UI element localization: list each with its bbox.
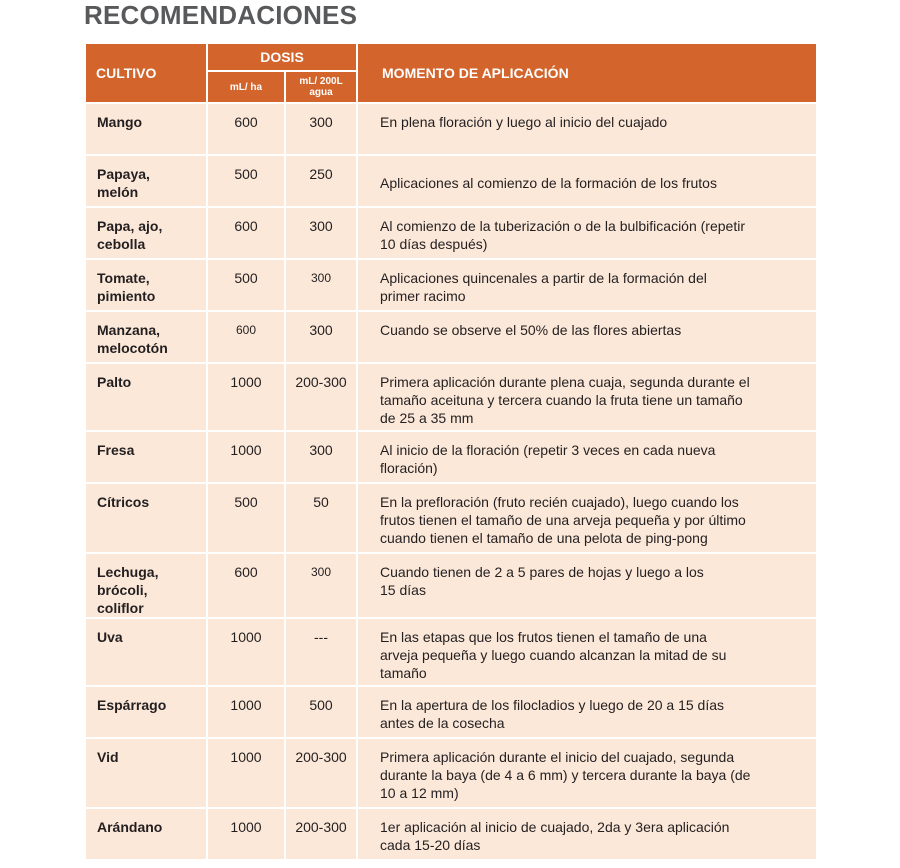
crop-cell — [85, 808, 207, 860]
dose-ml-200l-cell: 200-300 — [285, 808, 357, 860]
application-moment-cell — [357, 483, 817, 553]
application-moment-line: 15 días — [380, 582, 426, 598]
table-row — [85, 311, 817, 363]
crop-name-line: pimiento — [97, 288, 156, 304]
application-moment-cell — [357, 207, 817, 259]
dose-ml-ha-cell: 1000 — [207, 618, 285, 686]
dose-ml-ha-cell: 1000 — [207, 738, 285, 808]
dose-ml-ha-cell: 1000 — [207, 431, 285, 483]
page-title: RECOMENDACIONES — [84, 0, 358, 30]
application-moment-cell — [357, 311, 817, 363]
table-row — [85, 808, 817, 860]
application-moment-line: 10 a 12 mm) — [380, 785, 459, 801]
dose-ml-ha-cell: 1000 — [207, 363, 285, 431]
application-moment-line: 1er aplicación al inicio de cuajado, 2da y 3era aplicación — [380, 819, 730, 835]
dose-ml-200l-cell: 50 — [285, 483, 357, 553]
application-moment-line: En las etapas que los frutos tienen el tamaño de una — [380, 629, 707, 645]
dose-ml-200l-cell: 300 — [285, 207, 357, 259]
application-moment-line: cada 15-20 días — [380, 837, 481, 853]
application-moment-line: primer racimo — [380, 288, 466, 304]
crop-cell — [85, 207, 207, 259]
dose-ml-ha-cell: 1000 — [207, 686, 285, 738]
application-moment-cell — [357, 808, 817, 860]
application-moment-line: durante la baya (de 4 a 6 mm) y tercera durante la baya (de — [380, 767, 751, 783]
crop-name-line: Fresa — [97, 442, 135, 458]
crop-name-line: Lechuga, brócoli, — [97, 564, 159, 598]
table-row — [85, 686, 817, 738]
table-row — [85, 738, 817, 808]
crop-cell — [85, 483, 207, 553]
application-moment-line: Aplicaciones quincenales a partir de la formación del — [380, 270, 707, 286]
header-ml-200l — [285, 71, 357, 103]
table-row — [85, 553, 817, 618]
application-moment-cell — [357, 686, 817, 738]
crop-name-line: Papaya, — [97, 166, 150, 182]
crop-name-line: melocotón — [97, 340, 168, 356]
application-moment-cell — [357, 431, 817, 483]
application-moment-line: 10 días después) — [380, 236, 488, 252]
application-moment-line: En plena floración y luego al inicio del cuajado — [380, 114, 668, 130]
dose-ml-200l-cell: 200-300 — [285, 738, 357, 808]
crop-name-line: coliflor — [97, 600, 144, 616]
crop-name-line: Tomate, — [97, 270, 150, 286]
header-momento: MOMENTO DE APLICACIÓN — [357, 43, 817, 103]
crop-cell — [85, 311, 207, 363]
application-moment-line: En la apertura de los filocladios y luego de 20 a 15 días — [380, 697, 725, 713]
application-moment-line: Cuando tienen de 2 a 5 pares de hojas y luego a los — [380, 564, 704, 580]
table-row — [85, 431, 817, 483]
dose-ml-ha-cell: 500 — [207, 155, 285, 207]
table-row — [85, 483, 817, 553]
application-moment-cell — [357, 259, 817, 311]
application-moment-cell — [357, 618, 817, 686]
application-moment-line: Al comienzo de la tuberización o de la bulbificación (repetir — [380, 218, 745, 234]
crop-name-line: Arándano — [97, 819, 163, 835]
dose-ml-200l-cell: 300 — [285, 553, 357, 618]
table-row — [85, 155, 817, 207]
crop-cell — [85, 686, 207, 738]
crop-name-line: melón — [97, 184, 139, 200]
dose-ml-200l-cell: 300 — [285, 103, 357, 155]
dose-ml-ha-cell: 500 — [207, 483, 285, 553]
table-row — [85, 259, 817, 311]
crop-cell — [85, 618, 207, 686]
table-row — [85, 618, 817, 686]
dose-ml-200l-cell: 250 — [285, 155, 357, 207]
crop-cell — [85, 259, 207, 311]
application-moment-line: antes de la cosecha — [380, 715, 505, 731]
dose-ml-ha-cell: 1000 — [207, 808, 285, 860]
dose-ml-200l-cell: 300 — [285, 431, 357, 483]
application-moment-line: Al inicio de la floración (repetir 3 veces en cada nueva — [380, 442, 716, 458]
application-moment-cell — [357, 553, 817, 618]
dose-ml-ha-cell: 600 — [207, 103, 285, 155]
dose-ml-ha-cell: 600 — [207, 311, 285, 363]
crop-name-line: Mango — [97, 114, 143, 130]
crop-name-line: Papa, ajo, — [97, 218, 163, 234]
application-moment-line: tamaño aceituna y tercera cuando la fruta tiene un tamaño — [380, 392, 743, 408]
crop-cell — [85, 103, 207, 155]
crop-name-line: Vid — [97, 749, 119, 765]
header-dosis: DOSIS — [207, 43, 357, 71]
header-ml-200l-sub: agua — [309, 87, 333, 98]
application-moment-cell — [357, 363, 817, 431]
recommendations-table — [84, 42, 818, 861]
header-cultivo: CULTIVO — [85, 43, 207, 103]
crop-name-line: Palto — [97, 374, 132, 390]
crop-cell — [85, 553, 207, 618]
table-row — [85, 363, 817, 431]
dose-ml-ha-cell: 600 — [207, 553, 285, 618]
header-ml-ha: mL/ ha — [207, 71, 285, 103]
crop-name-line: Espárrago — [97, 697, 167, 713]
application-moment-line: frutos tienen el tamaño de una arveja pequeña y por último — [380, 512, 746, 528]
application-moment-line: cuando tienen el tamaño de una pelota de ping-pong — [380, 530, 708, 546]
dose-ml-200l-cell: 500 — [285, 686, 357, 738]
application-moment-line: arveja pequeña y luego cuando alcanzan la mitad de su — [380, 647, 727, 663]
crop-name-line: Manzana, — [97, 322, 161, 338]
crop-cell — [85, 363, 207, 431]
application-moment-line: Cuando se observe el 50% de las flores abiertas — [380, 322, 682, 338]
application-moment-cell — [357, 103, 817, 155]
header-row — [85, 43, 817, 71]
crop-name-line: Uva — [97, 629, 123, 645]
table-body — [85, 103, 817, 860]
crop-name-line: Cítricos — [97, 494, 150, 510]
application-moment-line: Aplicaciones al comienzo de la formación de los frutos — [380, 175, 717, 191]
application-moment-line: Primera aplicación durante el inicio del cuajado, segunda — [380, 749, 735, 765]
application-moment-line: En la prefloración (fruto recién cuajado), luego cuando los — [380, 494, 739, 510]
table-row — [85, 207, 817, 259]
application-moment-cell — [357, 155, 817, 207]
crop-cell — [85, 738, 207, 808]
table-row — [85, 103, 817, 155]
application-moment-line: de 25 a 35 mm — [380, 410, 474, 426]
dose-ml-200l-cell: --- — [285, 618, 357, 686]
application-moment-cell — [357, 738, 817, 808]
application-moment-line: tamaño — [380, 665, 427, 681]
application-moment-line: Primera aplicación durante plena cuaja, segunda durante el — [380, 374, 750, 390]
application-moment-line: floración) — [380, 460, 438, 476]
crop-name-line: cebolla — [97, 236, 146, 252]
dose-ml-200l-cell: 300 — [285, 259, 357, 311]
dose-ml-ha-cell: 600 — [207, 207, 285, 259]
dose-ml-200l-cell: 200-300 — [285, 363, 357, 431]
dose-ml-200l-cell: 300 — [285, 311, 357, 363]
crop-cell — [85, 431, 207, 483]
dose-ml-ha-cell: 500 — [207, 259, 285, 311]
header-ml-200l-label: mL/ 200L — [299, 76, 343, 87]
crop-cell — [85, 155, 207, 207]
